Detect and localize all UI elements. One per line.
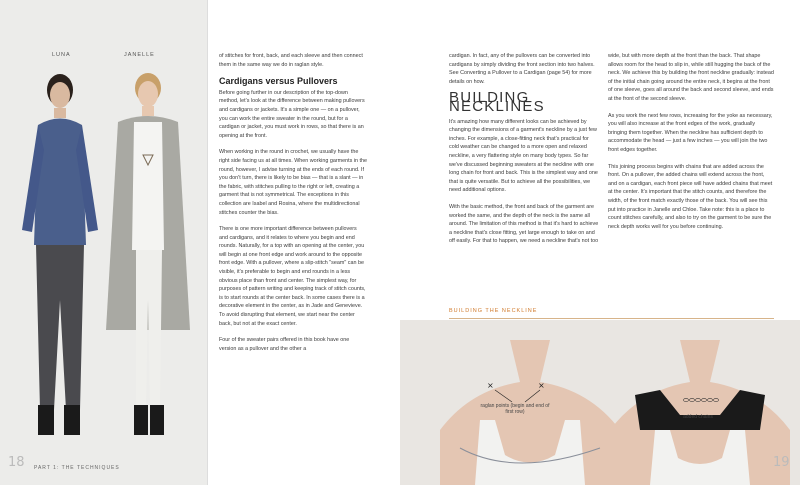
body-paragraph: Before going further in our description of the top-down method, let's look at the difference between making pullovers and cardigans or jackets. It's a simple one — on a pullover, you can work the entire sweater in the round, but for a cardigan or jacket, you must work in rows, so that there is an opening at the front.: [219, 89, 365, 139]
models-illustration: [0, 0, 207, 485]
neckline-photo-illustration: [400, 320, 800, 485]
model-label-luna: LUNA: [52, 52, 71, 58]
right-text-column-2: [608, 52, 774, 239]
page-number-right: 19: [773, 455, 790, 470]
body-paragraph: As you work the next few rows, increasing for the yoke as necessary, you will also increase at the front edges of the work, gradually bringing them together. When the neckline has sufficient depth to accommodate the head — just a few inches — you will join the two front edges together.: [608, 112, 773, 153]
body-paragraph: wide, but with more depth at the front than the back. That shape allows room for the head to slip in, while still hugging the back of the neck. We achieve this by building the front neckline gradually: instead of the initial chain going around the entire neck, it begins at the front of one sleeve, goes all around the back and second sleeve, and ends at the front of the second sleeve.: [608, 53, 774, 102]
body-paragraph: When working in the round in crochet, we usually have the right side facing us at all times. When working garments in the round, however, I advise turning at the ends of each round. If you don't turn, there is likely to be bias — that is a slant — in the fabric, with stitches pulling to the right or left, creating a garment that is not symmetrical. The exceptions in this collection are Isabel and Rosina, where the multidirectional stitches counter the bias.: [219, 149, 368, 216]
model-photo: [0, 0, 207, 485]
section-heading: Cardigans versus Pullovers: [219, 76, 338, 87]
body-paragraph: This joining process begins with chains that are added across the front. On a pullover, the added chains will extend across the front, and on a cardigan, each front piece will have added chains that meet at the center. It's important that the stitch counts, and therefore the width, of the front match exactly those of the back. You will see this put into practice in Janelle and Chloe. Take note: this is a place to count stitches carefully, and also to try on the garment to be sure the neck depth works well for you before continuing.: [608, 163, 773, 230]
caption-raglan-points: raglan points (begin and end of first row): [480, 403, 550, 415]
diagram-heading: BUILDING THE NECKLINE: [449, 308, 538, 314]
body-paragraph: Four of the sweater pairs offered in this book have one version as a pullover and the other a: [219, 337, 350, 352]
intro-paragraph: cardigan. In fact, any of the pullovers can be converted into cardigans by simply dividing the front section into two halves. See Converting a Pullover to a Cardigan (page 54) for more details on how.: [449, 53, 595, 85]
intro-paragraph: of stitches for front, back, and each sleeve and then connect them in the same way we do in raglan style.: [219, 53, 363, 68]
body-paragraph: With the basic method, the front and back of the garment are worked the same, and the depth of the neck is the same all around. The limitation of this method is that it's hard to achieve a neckline that's close fitting, yet large enough to take on and off easily. For that to happen, we need a neckline that's not too: [449, 203, 599, 245]
svg-text:×: ×: [487, 381, 494, 390]
body-paragraph: It's amazing how many different looks can be achieved by changing the dimensions of a garment's neckline by a just few inches. For example, a close-fitting neck that's practical for cold weather can be changed to a more open and relaxed neckline, a very flattering style on many body types. So far we've discussed beginning sweaters at the neckline with one long chain for front and back. This is the simplest way and one that is quite versatile. But to achieve all the possibilities, we need additional options.: [449, 118, 598, 194]
section-title: BUILDING NECKLINES: [449, 89, 545, 115]
caption-added-chains: added chains: [683, 414, 713, 420]
svg-text:×: ×: [538, 381, 545, 390]
page-number-left: 18: [8, 455, 25, 470]
diagram-rule: [449, 318, 774, 319]
model-label-janelle: JANELLE: [124, 52, 155, 58]
right-text-column-1: [449, 52, 599, 254]
page-footer: PART 1: THE TECHNIQUES: [34, 465, 120, 471]
left-text-column: [219, 52, 367, 361]
body-paragraph: There is one more important difference between pullovers and cardigans, and it relates to where you begin and end rounds. Naturally, for a top with an opening at the center, you will begin at one front edge and work around to the opposite front edge. With a pullover, where a slip-stitch "seam" can be visible, it's preferable to begin and end rounds in a less obvious place than front and center. The simplest way, for purposes of pattern writing and keeping track of stitch counts, is to start rounds at the center back. In some cases there is a decorative element in the center, as in Jade and Genevieve. To avoid disrupting that element, we start near the center back, but not at the exact center.: [219, 226, 366, 327]
photo-divider: [207, 0, 208, 485]
neckline-diagram: [400, 320, 800, 485]
